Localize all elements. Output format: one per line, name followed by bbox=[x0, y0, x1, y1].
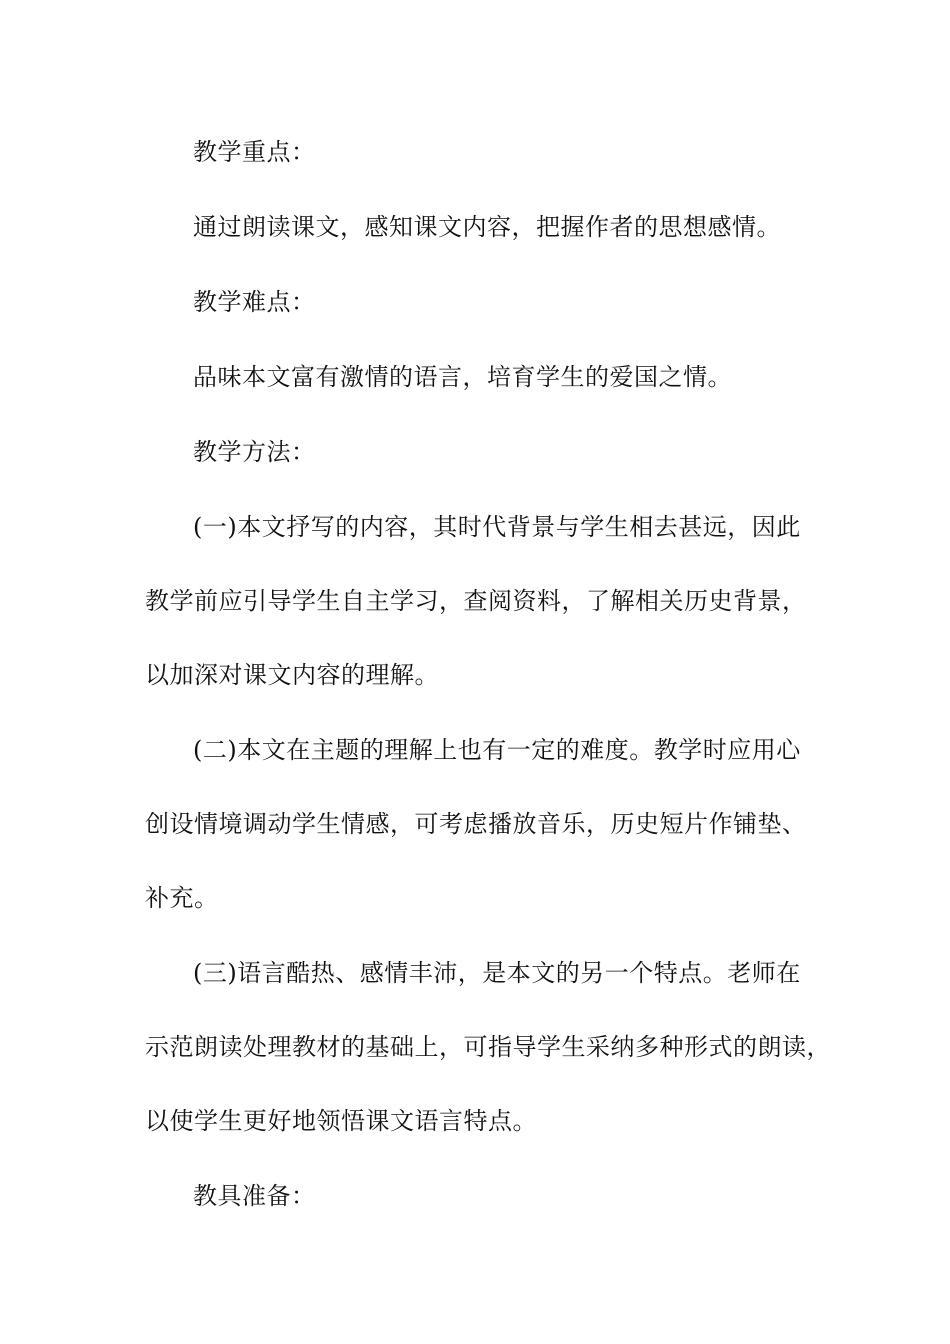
paragraph-line: 以加深对课文内容的理解。 bbox=[145, 661, 439, 689]
paragraph-line: 示范朗读处理教材的基础上，可指导学生采纳多种形式的朗读， bbox=[145, 1033, 831, 1061]
heading-teaching-difficulty: 教学难点： bbox=[193, 288, 316, 316]
paragraph-line: (二)本文在主题的理解上也有一定的难度。教学时应用心 bbox=[193, 736, 801, 764]
paragraph-line: 以使学生更好地领悟课文语言特点。 bbox=[145, 1107, 537, 1135]
paragraph-line: 教学前应引导学生自主学习，查阅资料，了解相关历史背景， bbox=[145, 587, 807, 615]
heading-teaching-method: 教学方法： bbox=[193, 438, 316, 466]
heading-teaching-aids: 教具准备： bbox=[193, 1182, 316, 1210]
paragraph-line: 品味本文富有激情的语言，培育学生的爱国之情。 bbox=[193, 363, 732, 391]
paragraph-line: (一)本文抒写的内容，其时代背景与学生相去甚远，因此 bbox=[193, 513, 801, 541]
paragraph-line: (三)语言酷热、感情丰沛，是本文的另一个特点。老师在 bbox=[193, 959, 801, 987]
paragraph-line: 创设情境调动学生情感，可考虑播放音乐，历史短片作铺垫、 bbox=[145, 810, 807, 838]
heading-teaching-focus: 教学重点： bbox=[193, 138, 316, 166]
paragraph-line: 通过朗读课文，感知课文内容，把握作者的思想感情。 bbox=[193, 213, 781, 241]
paragraph-line: 补充。 bbox=[145, 884, 219, 912]
